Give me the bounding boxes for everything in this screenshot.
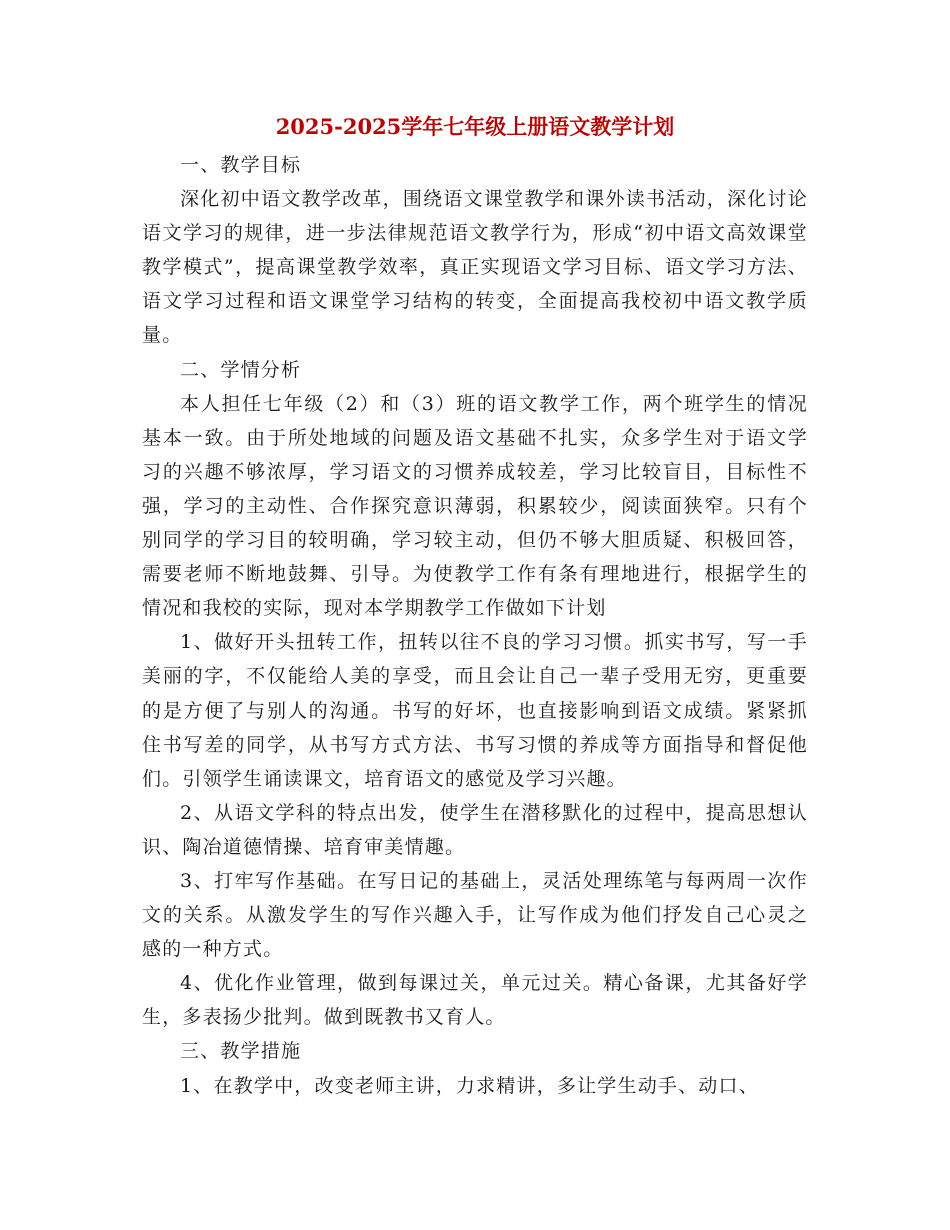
plan-item-3: 3、打牢写作基础。在写日记的基础上，灵活处理练笔与每两周一次作文的关系。从激发学生的写作兴趣入手，让写作成为他们抒发自己心灵之感的一种方式。 <box>142 869 808 961</box>
section-heading-analysis: 二、学情分析 <box>180 358 302 381</box>
measure-item-1: 1、在教学中，改变老师主讲，力求精讲，多让学生动手、动口、 <box>180 1074 759 1097</box>
document-body <box>142 148 808 1103</box>
plan-item-1: 1、做好开头扭转工作，扭转以往不良的学习习惯。抓实书写，写一手美丽的字，不仅能给人美的享受，而且会让自己一辈子受用无穷，更重要的是方便了与别人的沟通。书写的好坏，也直接影响到语文成绩。紧紧抓住书写差的同学，从书写方式方法、书写习惯的养成等方面指导和督促他们。引领学生诵读课文，培育语文的感觉及学习兴趣。 <box>142 631 808 790</box>
plan-item-4: 4、优化作业管理，做到每课过关，单元过关。精心备课，尤其备好学生，多表扬少批判。做到既教书又育人。 <box>142 972 808 1029</box>
document-title: 2025-2025学年七年级上册语文教学计划 <box>275 114 675 139</box>
section-heading-measures: 三、教学措施 <box>180 1040 302 1063</box>
section-heading-goals: 一、教学目标 <box>180 154 302 176</box>
plan-item-2: 2、从语文学科的特点出发，使学生在潜移默化的过程中，提高思想认识、陶冶道德情操、培育审美情趣。 <box>142 801 808 858</box>
paragraph-goals: 深化初中语文教学改革，围绕语文课堂教学和课外读书活动，深化讨论语文学习的规律，进一步法律规范语文教学行为，形成“初中语文高效课堂教学模式”，提高课堂教学效率，真正实现语文学习目标、语文学习方法、语文学习过程和语文课堂学习结构的转变，全面提高我校初中语文教学质量。 <box>142 188 808 347</box>
paragraph-analysis: 本人担任七年级（2）和（3）班的语文教学工作，两个班学生的情况基本一致。由于所处地域的问题及语文基础不扎实，众多学生对于语文学习的兴趣不够浓厚，学习语文的习惯养成较差，学习比较盲目，目标性不强，学习的主动性、合作探究意识薄弱，积累较少，阅读面狭窄。只有个别同学的学习目的较明确，学习较主动，但仍不够大胆质疑、积极回答，需要老师不断地鼓舞、引导。为使教学工作有条有理地进行，根据学生的情况和我校的实际，现对本学期教学工作做如下计划 <box>142 392 808 620</box>
